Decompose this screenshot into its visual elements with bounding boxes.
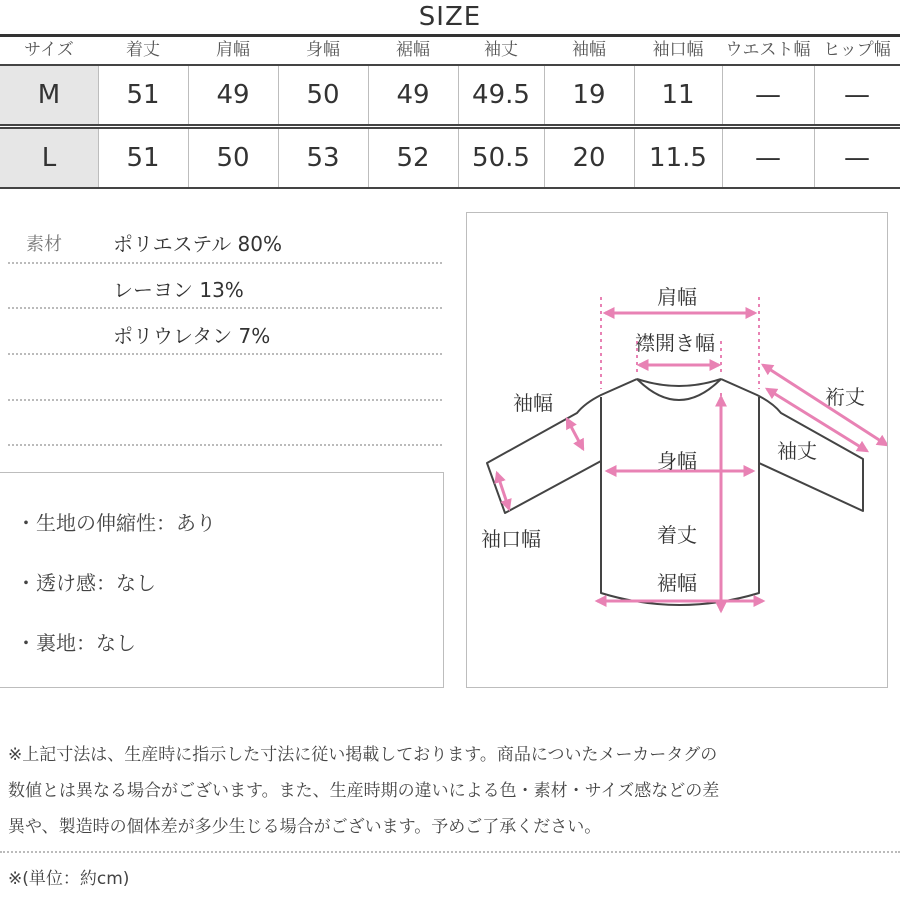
table-row	[0, 66, 900, 124]
footnote-line: ※上記寸法は、生産時に指示した寸法に従い掲載しております。商品についたメーカータグの	[8, 745, 718, 765]
header-size: サイズ	[24, 40, 74, 60]
header-hip: ヒップ幅	[823, 40, 891, 60]
dotted-divider	[8, 444, 442, 446]
title-divider	[0, 34, 900, 37]
table-cell: 51	[126, 143, 160, 173]
cell-divider	[814, 66, 815, 124]
table-cell: 52	[396, 143, 430, 173]
size-cell: L	[0, 129, 98, 187]
table-cell: 11	[661, 80, 695, 110]
header-susohaba: 裾幅	[396, 40, 430, 60]
table-row	[0, 129, 900, 187]
label-katahaba: 肩幅	[657, 285, 697, 309]
label-mihaba: 身幅	[657, 449, 697, 473]
dotted-divider	[0, 851, 900, 853]
table-cell: 50.5	[472, 143, 530, 173]
header-sodetake: 袖丈	[484, 40, 518, 60]
property-stretch: ・生地の伸縮性：あり	[16, 511, 216, 535]
cell-divider	[722, 129, 723, 187]
table-cell: —	[844, 143, 870, 173]
cell-divider	[634, 66, 635, 124]
cell-divider	[368, 66, 369, 124]
label-sodetake: 袖丈	[777, 439, 817, 463]
cell-divider	[544, 66, 545, 124]
unit-note: ※(単位：約cm)	[8, 869, 130, 889]
measurement-diagram	[466, 212, 888, 688]
table-cell: 19	[572, 80, 606, 110]
label-kitake: 着丈	[657, 523, 697, 547]
header-mihaba: 身幅	[306, 40, 340, 60]
header-katahaba: 肩幅	[216, 40, 250, 60]
cell-divider	[188, 66, 189, 124]
sleeve-width-arrow	[567, 419, 583, 449]
label-yuki: 裄丈	[825, 385, 865, 409]
header-kitake: 着丈	[126, 40, 160, 60]
table-cell: 11.5	[649, 143, 707, 173]
cell-divider	[722, 66, 723, 124]
row-divider	[0, 187, 900, 189]
label-sodeguchi: 袖口幅	[481, 527, 541, 551]
dotted-divider	[8, 307, 442, 309]
dotted-divider	[8, 262, 442, 264]
table-cell: —	[844, 80, 870, 110]
property-lining: ・裏地：なし	[16, 631, 136, 655]
cell-divider	[458, 66, 459, 124]
material-label: 素材	[26, 234, 62, 255]
cell-divider	[188, 129, 189, 187]
size-cell: M	[0, 66, 98, 124]
table-cell: 51	[126, 80, 160, 110]
cell-divider	[634, 129, 635, 187]
property-sheerness: ・透け感：なし	[16, 571, 156, 595]
table-cell: 49	[396, 80, 430, 110]
cell-divider	[458, 129, 459, 187]
header-waist: ウエスト幅	[725, 40, 811, 60]
dotted-divider	[8, 399, 442, 401]
table-cell: —	[755, 143, 781, 173]
cell-divider	[368, 129, 369, 187]
cell-divider	[98, 129, 99, 187]
cuff-arrow	[497, 473, 509, 509]
footnote-line: 数値とは異なる場合がございます。また、生産時期の違いによる色・素材・サイズ感などの差	[8, 781, 720, 801]
properties-box	[0, 472, 444, 688]
table-cell: 20	[572, 143, 606, 173]
dotted-divider	[8, 353, 442, 355]
cell-divider	[544, 129, 545, 187]
page-title: SIZE	[418, 2, 482, 32]
table-cell: 49.5	[472, 80, 530, 110]
material-item: レーヨン 13%	[113, 278, 244, 302]
cell-divider	[814, 129, 815, 187]
header-sodehaba: 袖幅	[572, 40, 606, 60]
material-item: ポリウレタン 7%	[113, 324, 271, 348]
material-item: ポリエステル 80%	[113, 232, 283, 256]
table-cell: 49	[216, 80, 250, 110]
table-cell: —	[755, 80, 781, 110]
table-cell: 53	[306, 143, 340, 173]
table-cell: 50	[216, 143, 250, 173]
header-sodeguchi: 袖口幅	[652, 40, 704, 60]
row-divider	[0, 124, 900, 126]
label-susohaba: 裾幅	[657, 571, 697, 595]
label-eri: 襟開き幅	[635, 331, 715, 355]
table-cell: 50	[306, 80, 340, 110]
footnote-line: 異や、製造時の個体差が多少生じる場合がございます。予めご了承ください。	[8, 817, 602, 837]
cell-divider	[278, 129, 279, 187]
label-sodehaba: 袖幅	[513, 391, 553, 415]
cell-divider	[98, 66, 99, 124]
cell-divider	[278, 66, 279, 124]
